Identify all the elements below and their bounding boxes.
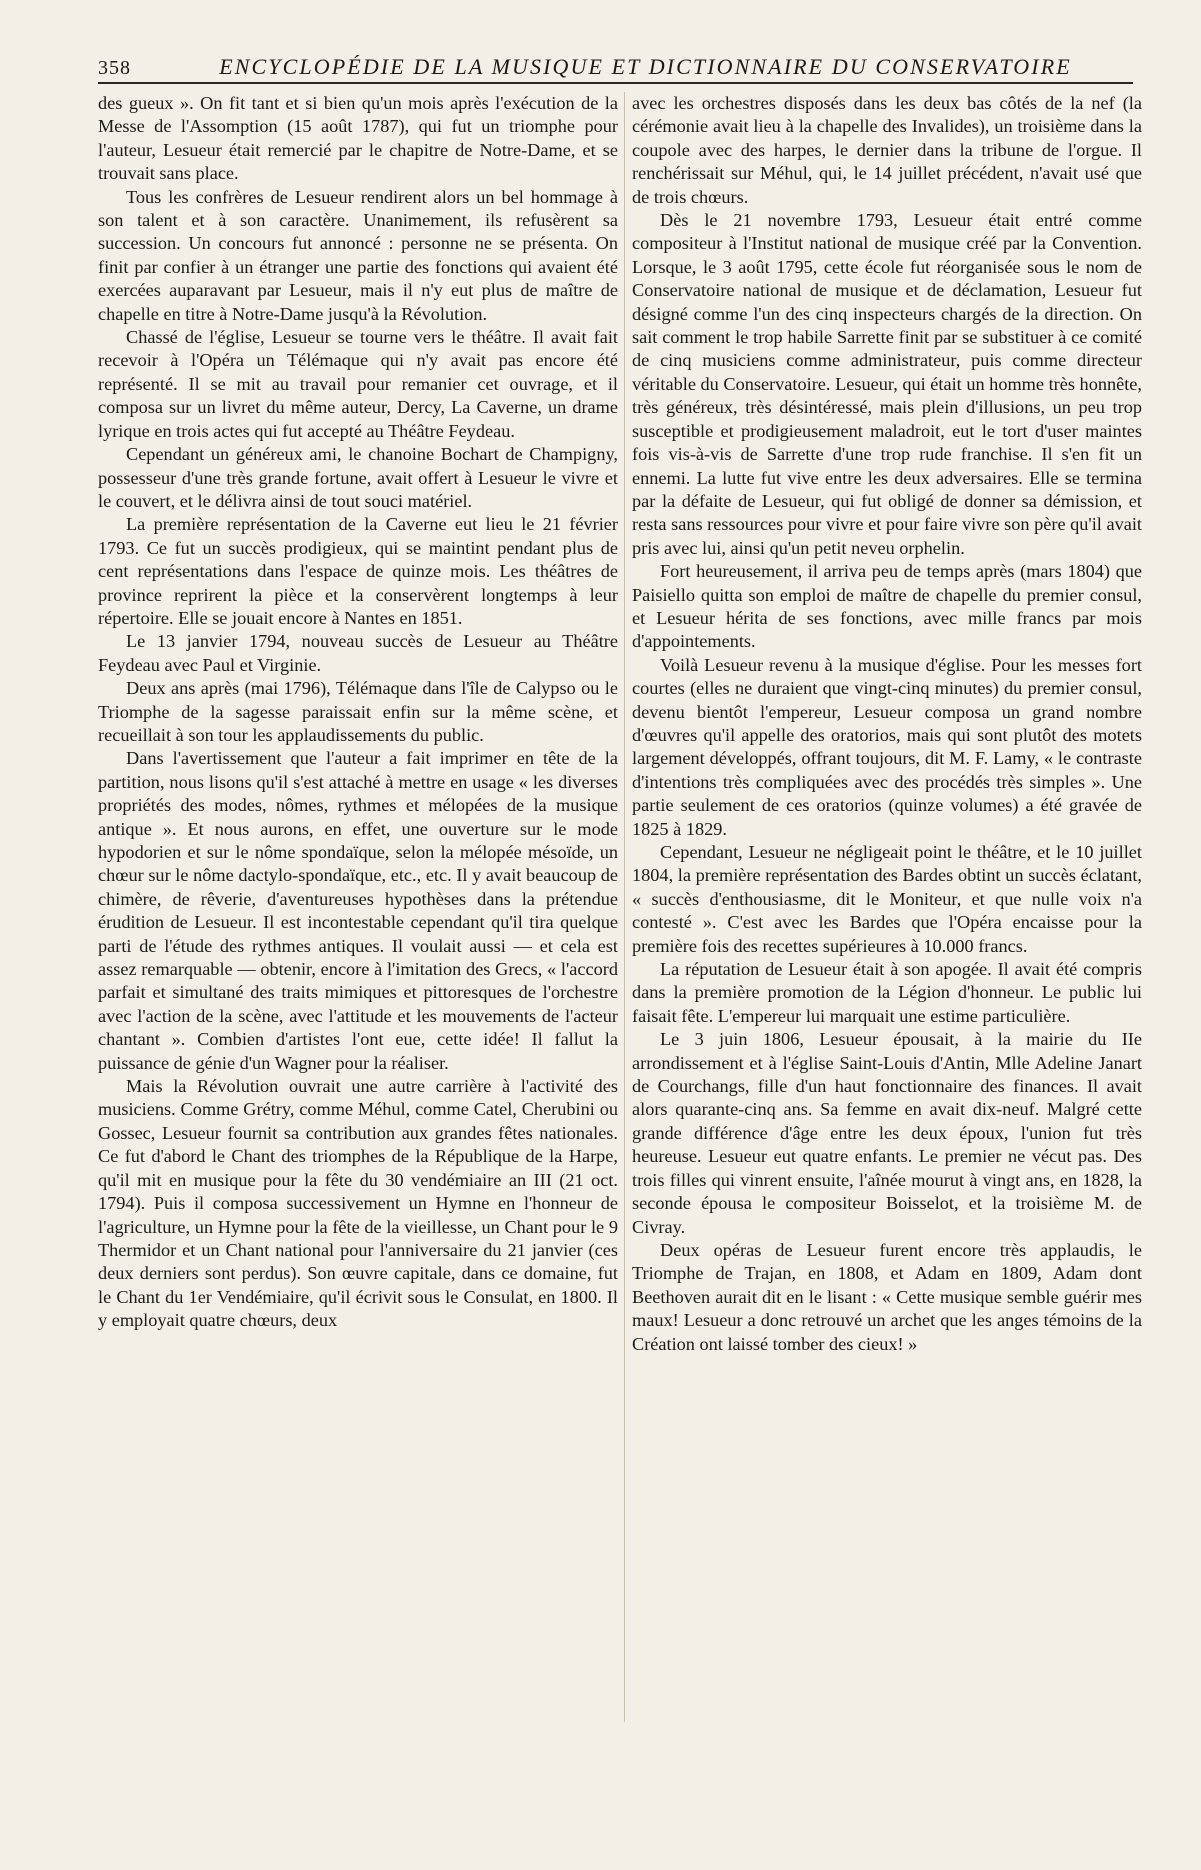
left-column — [98, 92, 618, 1333]
paragraph: des gueux ». On fit tant et si bien qu'un mois après l'exécution de la Messe de l'Assomption (15 août 1787), qui fut un triomphe pour l'auteur, Lesueur était remercié par le chapitre de Notre-Dame, et se trouvait sans place. — [98, 93, 618, 184]
paragraph: Chassé de l'église, Lesueur se tourne vers le théâtre. Il avait fait recevoir à l'Opéra un Télémaque qui n'y avait pas encore été représenté. Il se mit au travail pour remanier cet ouvrage, et il composa sur un livret du même auteur, Dercy, La Caverne, un drame lyrique en trois actes qui fut accepté au Théâtre Feydeau. — [98, 327, 618, 441]
paragraph: Cependant, Lesueur ne négligeait point le théâtre, et le 10 juillet 1804, la première représentation des Bardes obtint un succès éclatant, « succès d'enthousiasme, dit le Moniteur, et que nulle voix n'a contesté ». C'est avec les Bardes que l'Opéra encaisse pour la première fois des recettes supérieures à 10.000 francs. — [632, 842, 1142, 956]
paragraph: Fort heureusement, il arriva peu de temps après (mars 1804) que Paisiello quitta son emploi de maître de chapelle du premier consul, et Lesueur hérita de ses fonctions, avec mille francs par mois d'appointements. — [632, 561, 1142, 652]
paragraph: La première représentation de la Caverne eut lieu le 21 février 1793. Ce fut un succès prodigieux, qui se maintint pendant plus de cent représentations dans l'espace de quinze mois. Les théâtres de province reprirent la pièce et la conservèrent longtemps à leur répertoire. Elle se jouait encore à Nantes en 1851. — [98, 514, 618, 628]
paragraph: Le 3 juin 1806, Lesueur épousait, à la mairie du IIe arrondissement et à l'église Saint-Louis d'Antin, Mlle Adeline Janart de Courchangs, fille d'un haut fonctionnaire des finances. Il avait alors quarante-cinq ans. Sa femme en avait dix-neuf. Malgré cette grande différence d'âge entre les deux époux, l'union fut très heureuse. Lesueur eut quatre enfants. Le premier ne vécut pas. Des trois filles qui vinrent ensuite, l'aînée mourut à vingt ans, en 1828, la seconde épousa le compositeur Boisselot, et la troisième M. de Civray. — [632, 1029, 1142, 1237]
paragraph: Dans l'avertissement que l'auteur a fait imprimer en tête de la partition, nous lisons qu'il s'est attaché à mettre en usage « les diverses propriétés des modes, nômes, rythmes et mélopées de la musique antique ». Et nous aurons, en effet, une ouverture sur le mode hypodorien et sur le nôme spondaïque, selon la mélopée mésoïde, un chœur sur le nôme dactylo-spondaïque, etc., etc. Il y avait beaucoup de chimère, de rêverie, d'aventureuses hypothèses dans la prétendue érudition de Lesueur. Il est incontestable cependant qu'il tira quelque parti de l'étude des rythmes antiques. Il voulait aussi — et cela est assez remarquable — obtenir, encore à l'imitation des Grecs, « l'accord parfait et simultané des traits mimiques et pittoresques de l'orchestre avec l'action de la scène, avec l'attitude et les mouvements de l'acteur chantant ». Combien d'artistes l'ont eue, cette idée! Il fallut la puissance de génie d'un Wagner pour la réaliser. — [98, 748, 618, 1073]
paragraph: La réputation de Lesueur était à son apogée. Il avait été compris dans la première promotion de la Légion d'honneur. Le public lui faisait fête. L'empereur lui marquait une estime particulière. — [632, 959, 1142, 1026]
right-column — [632, 92, 1142, 1356]
paragraph: Mais la Révolution ouvrait une autre carrière à l'activité des musiciens. Comme Grétry, comme Méhul, comme Catel, Cherubini ou Gossec, Lesueur fournit sa contribution aux grandes fêtes nationales. Ce fut d'abord le Chant des triomphes de la République de la Harpe, qu'il mit en musique pour la fête du 30 vendémiaire an III (21 oct. 1794). Puis il composa successivement un Hymne en l'honneur de l'agriculture, un Hymne pour la fête de la vieillesse, un Chant pour le 9 Thermidor et un Chant national pour l'anniversaire du 21 janvier (ces deux derniers sont perdus). Son œuvre capitale, dans ce domaine, fut le Chant du 1er Vendémiaire, qu'il écrivit sous le Consulat, en 1800. Il y employait quatre chœurs, deux — [98, 1076, 618, 1331]
header-rule — [98, 82, 1133, 84]
paragraph: Tous les confrères de Lesueur rendirent alors un bel hommage à son talent et à son caractère. Unanimement, ils refusèrent sa succession. Un concours fut annoncé : personne ne se présenta. On finit par confier à un étranger une partie des fonctions qui avaient été exercées auparavant par Lesueur, mais il n'y eut plus de maître de chapelle en titre à Notre-Dame jusqu'à la Révolution. — [98, 186, 618, 324]
paragraph: avec les orchestres disposés dans les deux bas côtés de la nef (la cérémonie avait lieu à la chapelle des Invalides), un troisième dans la coupole avec des harpes, le dernier dans la tribune de l'orgue. Il renchérissait sur Méhul, qui, le 14 juillet précédent, n'avait usé que de trois chœurs. — [632, 93, 1142, 207]
running-title: ENCYCLOPÉDIE DE LA MUSIQUE ET DICTIONNAIRE DU CONSERVATOIRE — [219, 54, 1072, 79]
paragraph: Cependant un généreux ami, le chanoine Bochart de Champigny, possesseur d'une très grande fortune, avait offert à Lesueur le vivre et le couvert, et le délivra ainsi de tout souci matériel. — [98, 444, 618, 511]
page-header — [98, 54, 1133, 84]
paragraph: Dès le 21 novembre 1793, Lesueur était entré comme compositeur à l'Institut national de musique créé par la Convention. Lorsque, le 3 août 1795, cette école fut réorganisée sous le nom de Conservatoire national de musique et de déclamation, Lesueur fut désigné comme l'un des cinq inspecteurs chargés de la direction. On sait comment le trop habile Sarrette finit par se substituer à ce comité de cinq musiciens comme administrateur, puis comme directeur véritable du Conservatoire. Lesueur, qui était un homme très honnête, très généreux, très désintéressé, mais plein d'illusions, un peu trop susceptible et prodigieusement maladroit, eut le tort d'user maintes fois vis-à-vis de Sarrette d'une trop rude franchise. Il s'en fit un ennemi. La lutte fut vive entre les deux adversaires. Elle se termina par la défaite de Lesueur, qui fut obligé de donner sa démission, et resta sans ressources pour vivre et pour faire vivre son père qu'il avait pris avec lui, ainsi qu'un petit neveu orphelin. — [632, 210, 1142, 558]
paragraph: Deux ans après (mai 1796), Télémaque dans l'île de Calypso ou le Triomphe de la sagesse paraissait enfin sur la même scène, et recueillait à son tour les applaudissements du public. — [98, 678, 618, 745]
paragraph: Le 13 janvier 1794, nouveau succès de Lesueur au Théâtre Feydeau avec Paul et Virginie. — [98, 631, 618, 675]
page-number: 358 — [98, 57, 131, 79]
paragraph: Voilà Lesueur revenu à la musique d'église. Pour les messes fort courtes (elles ne duraient que vingt-cinq minutes) du premier consul, devenu bientôt l'empereur, Lesueur composa un grand nombre d'œuvres qu'il appelle des oratorios, mais qui sont plutôt des motets largement développés, offrant toujours, dit M. F. Lamy, « le contraste d'intentions très compliquées avec des procédés très simples ». Une partie seulement de ces oratorios (quinze volumes) a été gravée de 1825 à 1829. — [632, 654, 1142, 839]
column-divider — [624, 92, 625, 1722]
paragraph: Deux opéras de Lesueur furent encore très applaudis, le Triomphe de Trajan, en 1808, et Adam en 1809, Adam dont Beethoven aurait dit en le lisant : « Cette musique semble guérir mes maux! Lesueur a donc retrouvé un archet que les anges témoins de la Création ont laissé tomber des cieux! » — [632, 1239, 1142, 1354]
